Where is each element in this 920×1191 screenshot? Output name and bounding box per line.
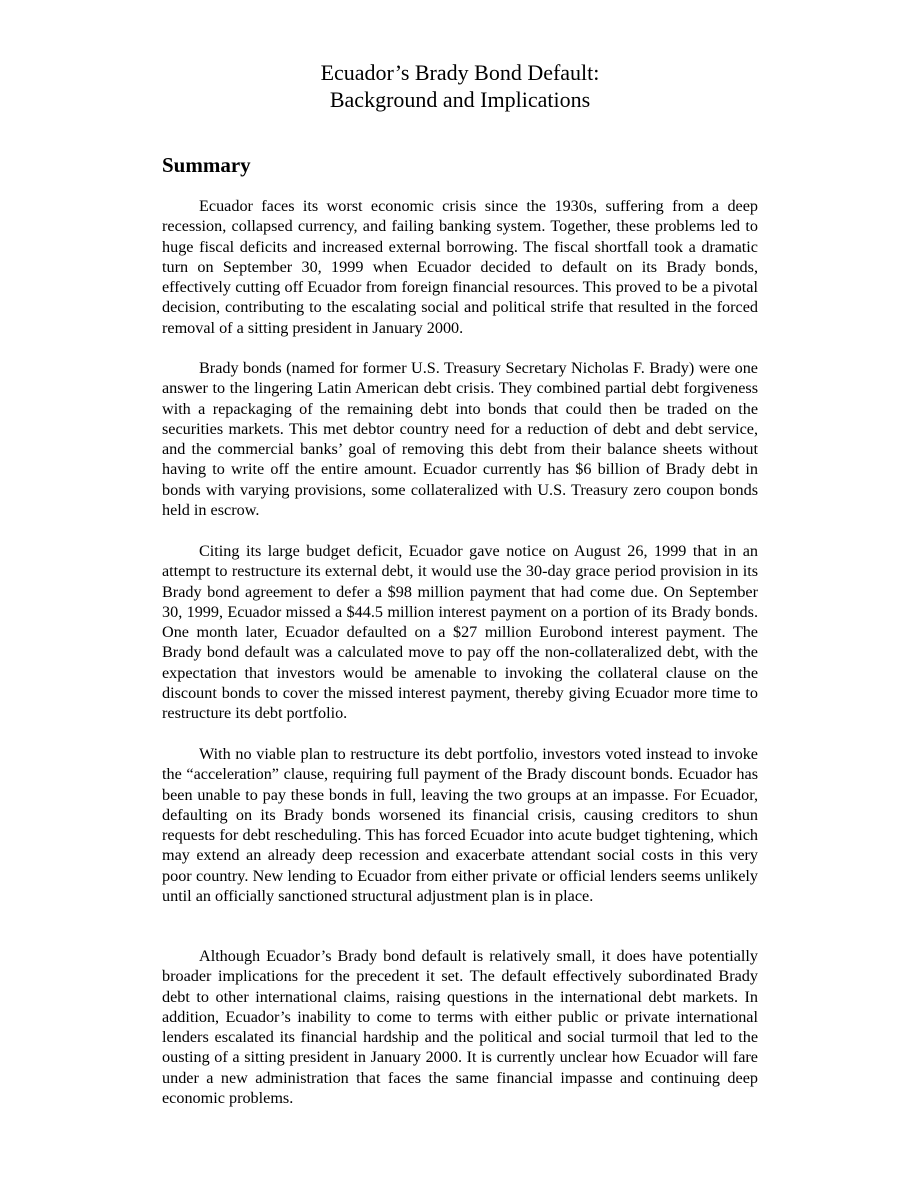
summary-paragraph-2: Brady bonds (named for former U.S. Treasury Secretary Nicholas F. Brady) were one answer to the lingering Latin American debt crisis. They combined partial debt forgiveness with a repackaging of the remaining debt into bonds that could then be traded on the securities markets. This met debtor country need for a reduction of debt and debt service, and the commercial banks’ goal of removing this debt from their balance sheets without having to write off the entire amount. Ecuador currently has $6 billion of Brady debt in bonds with varying provisions, some collateralized with U.S. Treasury zero coupon bonds held in escrow.	[162, 359, 758, 520]
summary-paragraph-1: Ecuador faces its worst economic crisis since the 1930s, suffering from a deep recession, collapsed currency, and failing banking system. Together, these problems led to huge fiscal deficits and increased external borrowing. The fiscal shortfall took a dramatic turn on September 30, 1999 when Ecuador decided to default on its Brady bonds, effectively cutting off Ecuador from foreign financial resources. This proved to be a pivotal decision, contributing to the escalating social and political strife that resulted in the forced removal of a sitting president in January 2000.	[162, 197, 758, 337]
document-title-line-1: Ecuador’s Brady Bond Default:	[320, 60, 600, 85]
section-heading-summary: Summary	[162, 153, 251, 177]
summary-paragraph-5: Although Ecuador’s Brady bond default is relatively small, it does have potentially broader implications for the precedent it set. The default effectively subordinated Brady debt to other international claims, raising questions in the international debt markets. In addition, Ecuador’s inability to come to terms with either public or private international lenders escalated its financial hardship and the political and social turmoil that led to the ousting of a sitting president in January 2000. It is currently unclear how Ecuador will fare under a new administration that faces the same financial impasse and continuing deep economic problems.	[162, 947, 758, 1108]
summary-paragraph-4: With no viable plan to restructure its debt portfolio, investors voted instead to invoke the “acceleration” clause, requiring full payment of the Brady discount bonds. Ecuador has been unable to pay these bonds in full, leaving the two groups at an impasse. For Ecuador, defaulting on its Brady bonds worsened its financial crisis, causing creditors to shun requests for debt rescheduling. This has forced Ecuador into acute budget tightening, which may extend an already deep recession and exacerbate attendant social costs in this very poor country. New lending to Ecuador from either private or official lenders seems unlikely until an officially sanctioned structural adjustment plan is in place.	[162, 745, 758, 906]
document-title-line-2: Background and Implications	[329, 87, 591, 112]
summary-paragraph-3: Citing its large budget deficit, Ecuador gave notice on August 26, 1999 that in an attempt to restructure its external debt, it would use the 30-day grace period provision in its Brady bond agreement to defer a $98 million payment that had come due. On September 30, 1999, Ecuador missed a $44.5 million interest payment on a portion of its Brady bonds. One month later, Ecuador defaulted on a $27 million Eurobond interest payment. The Brady bond default was a calculated move to pay off the non-collateralized debt, with the expectation that investors would be amenable to invoking the collateral clause on the discount bonds to cover the missed interest payment, thereby giving Ecuador more time to restructure its debt portfolio.	[162, 542, 758, 723]
